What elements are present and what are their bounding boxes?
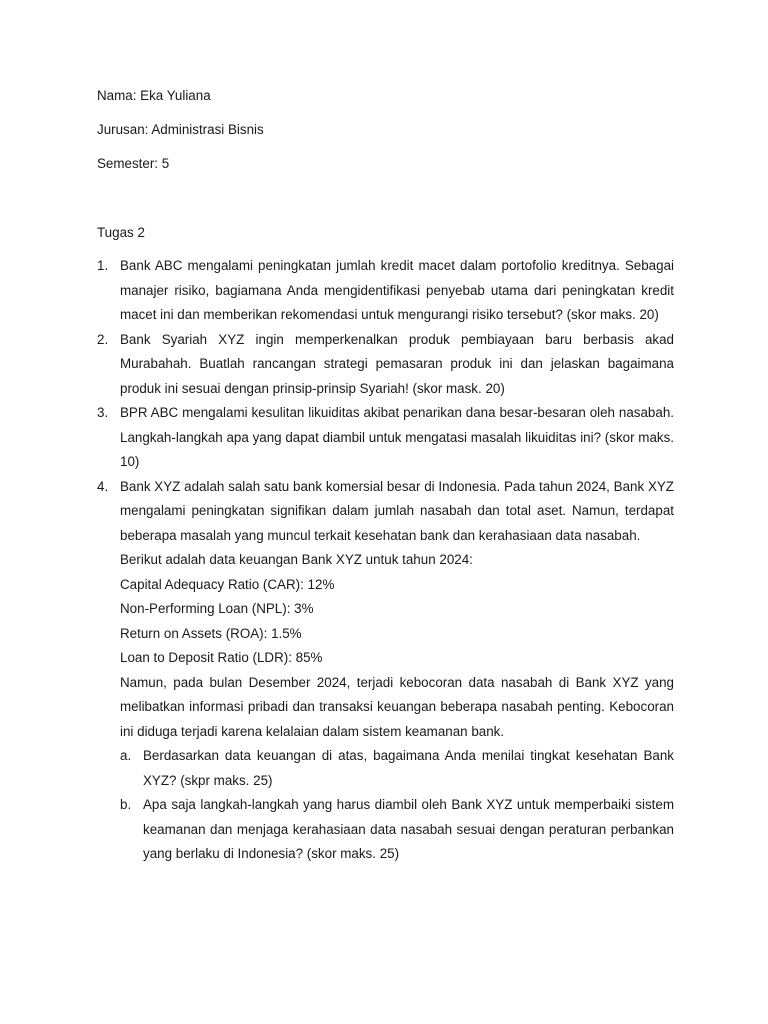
- sub-question-letter: b.: [120, 797, 132, 812]
- sub-question-text: Berdasarkan data keuangan di atas, bagaimana Anda menilai tingkat kesehatan Bank XYZ? (skpr maks. 25): [143, 748, 674, 788]
- question-number: 2.: [97, 331, 109, 347]
- question-list: [97, 254, 674, 867]
- financial-data-line: Non-Performing Loan (NPL): 3%: [120, 601, 314, 616]
- question-text: Bank Syariah XYZ ingin memperkenalkan produk pembiayaan baru berbasis akad Murabahah. Buatlah rancangan strategi pemasaran produk ini dan jelaskan bagaimana produk ini sesuai dengan prinsip-prinsip Syariah! (skor mask. 20): [120, 331, 674, 396]
- student-semester: Semester: 5: [97, 156, 170, 171]
- financial-data-line: Return on Assets (ROA): 1.5%: [120, 625, 302, 641]
- question-number: 1.: [97, 258, 109, 273]
- question-text: BPR ABC mengalami kesulitan likuiditas akibat penarikan dana besar-besaran oleh nasabah. Langkah-langkah apa yang dapat diambil untuk mengatasi masalah likuiditas ini? (skor maks. 10): [120, 405, 674, 469]
- question-item: [97, 475, 674, 867]
- question-number: 4.: [97, 478, 109, 494]
- sub-question-list: [120, 744, 674, 867]
- question-number: 3.: [97, 405, 109, 420]
- sub-question-text: Apa saja langkah-langkah yang harus diambil oleh Bank XYZ untuk memperbaiki sistem keamanan dan menjaga kerahasiaan data nasabah sesuai dengan peraturan perbankan yang berlaku di Indonesia? (skor maks. 25): [143, 797, 674, 861]
- case-description: Namun, pada bulan Desember 2024, terjadi kebocoran data nasabah di Bank XYZ yang melibatkan informasi pribadi dan transaksi keuangan beberapa nasabah penting. Kebocoran ini diduga terjadi karena kelalaian dalam sistem keamanan bank.: [120, 674, 674, 739]
- assignment-title: Tugas 2: [97, 225, 145, 240]
- student-major: Jurusan: Administrasi Bisnis: [97, 122, 264, 137]
- financial-data-line: Capital Adequacy Ratio (CAR): 12%: [120, 576, 335, 592]
- question-intro: Bank XYZ adalah salah satu bank komersial besar di Indonesia. Pada tahun 2024, Bank XYZ mengalami peningkatan signifikan dalam jumlah nasabah dan total aset. Namun, terdapat beberapa masalah yang muncul terkait kesehatan bank dan kerahasiaan data nasabah.: [120, 478, 674, 543]
- financial-data-line: Loan to Deposit Ratio (LDR): 85%: [120, 650, 323, 665]
- sub-question-letter: a.: [120, 748, 132, 763]
- sub-question-item: [120, 793, 674, 867]
- question-text: Bank ABC mengalami peningkatan jumlah kredit macet dalam portofolio kreditnya. Sebagai manajer risiko, bagiamana Anda mengidentifikasi penyebab utama dari peningkatan kredit macet ini dan memberikan rekomendasi untuk mengurangi risiko tersebut? (skor maks. 20): [120, 258, 674, 322]
- question-item: [97, 401, 674, 475]
- sub-question-item: [120, 744, 674, 793]
- financial-data-heading: Berikut adalah data keuangan Bank XYZ untuk tahun 2024:: [120, 552, 473, 567]
- question-item: [97, 254, 674, 328]
- question-item: [97, 328, 674, 402]
- student-name: Nama: Eka Yuliana: [97, 88, 211, 103]
